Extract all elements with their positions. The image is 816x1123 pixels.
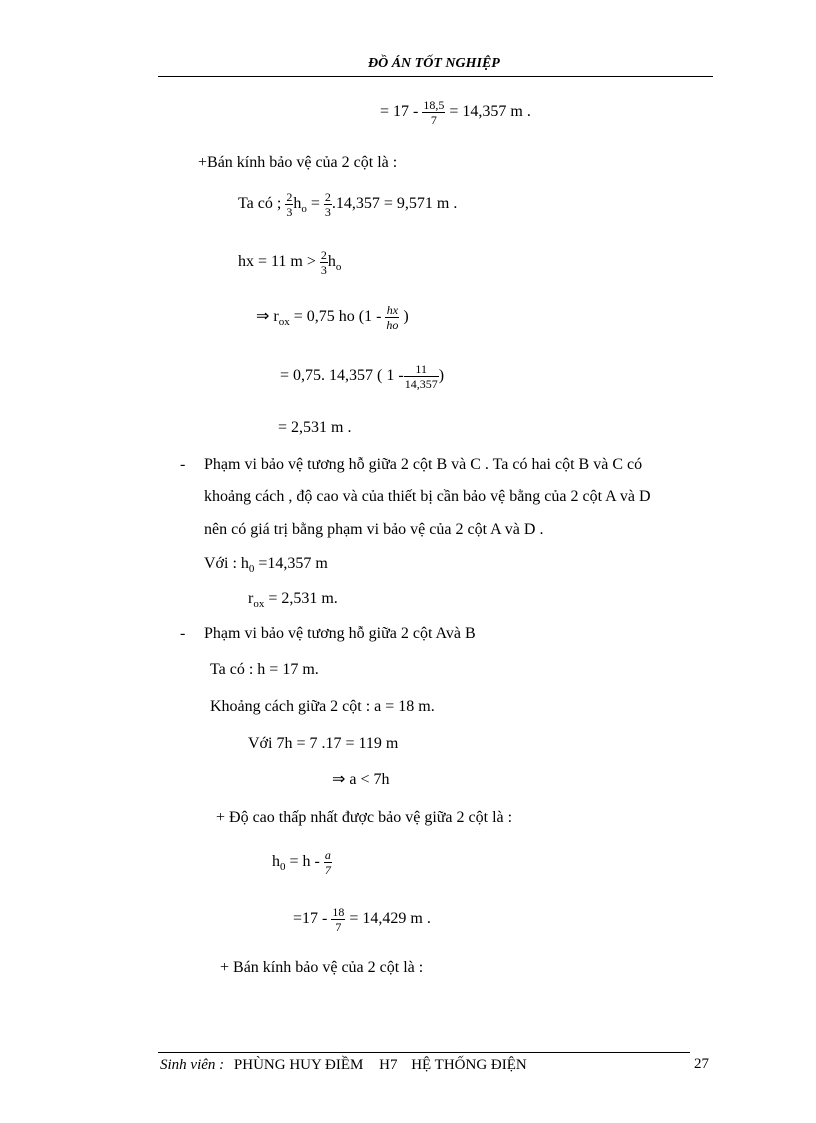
subscript: 0	[248, 563, 255, 575]
b1l5-post: = 2,531 m.	[264, 590, 338, 607]
fraction-denominator: 3	[324, 205, 331, 219]
b1l4-post: =14,357 m	[254, 555, 328, 572]
bullet-2-line-6: + Độ cao thấp nhất được bảo vệ giữa 2 cột là :	[216, 809, 513, 826]
fraction-numerator: 18,5	[423, 98, 445, 112]
fraction	[422, 98, 445, 127]
bullet-2-line-3: Khoảng cách giữa 2 cột : a = 18 m.	[210, 698, 435, 715]
header-rule	[158, 76, 713, 77]
eq4-pre: hx = 11 m >	[238, 253, 320, 271]
fraction-denominator: 7	[324, 863, 331, 877]
eq3-pre: Ta có ;	[238, 195, 286, 213]
subscript: ox	[253, 598, 265, 610]
subscript: 0	[280, 861, 286, 874]
equation-line-3	[238, 190, 457, 219]
bullet-2-line-8	[293, 905, 431, 934]
bullet-2-line-5: ⇒ a < 7h	[332, 771, 390, 788]
eq5-mid: = 0,75 ho (1 -	[289, 308, 386, 326]
eq6-post: )	[438, 367, 445, 385]
b1l5-r: r	[248, 590, 254, 607]
bullet-dash: -	[180, 456, 186, 473]
footer-department: HỆ THỐNG ĐIỆN	[411, 1057, 527, 1073]
eq4-h: h	[327, 253, 336, 271]
eq5-r: r	[273, 308, 279, 326]
fraction	[285, 190, 293, 219]
eq1-pre: = 17 -	[380, 103, 423, 121]
subscript: ox	[278, 316, 290, 329]
bullet-2-line-1: Phạm vi bảo vệ tương hỗ giữa 2 cột Avà B	[204, 625, 476, 642]
fraction	[324, 848, 332, 877]
equation-line-6	[280, 362, 444, 391]
implies-arrow: ⇒	[256, 308, 274, 326]
section-heading-radius: +Bán kính bảo vệ của 2 cột là :	[198, 154, 398, 171]
footer-class: H7	[379, 1057, 398, 1073]
fraction	[385, 303, 399, 332]
fraction-numerator: 11	[404, 362, 439, 377]
equation-line-5	[256, 303, 409, 332]
bullet-dash: -	[180, 625, 186, 642]
eq3-h: h	[293, 195, 302, 213]
eq3-post: .14,357 = 9,571 m .	[331, 195, 458, 213]
fraction	[324, 190, 332, 219]
footer	[160, 1058, 527, 1073]
bullet-2-line-7	[272, 848, 332, 877]
footer-student-name: PHÙNG HUY ĐIỀM	[233, 1057, 364, 1073]
footer-label: Sinh viên :	[160, 1057, 225, 1073]
equation-line-1	[380, 98, 531, 127]
b1l4-pre: Với : h	[204, 555, 249, 572]
eq6-pre: = 0,75. 14,357 ( 1 -	[280, 367, 404, 385]
fraction-denominator: 7	[430, 113, 437, 127]
subscript: o	[335, 261, 342, 274]
b2l8-pre: =17 -	[293, 910, 332, 928]
bullet-2-line-4: Với 7h = 7 .17 = 119 m	[248, 735, 399, 752]
b2l7-h: h	[272, 853, 280, 871]
b2l7-pre: = h -	[285, 853, 324, 871]
equation-line-7: = 2,531 m .	[278, 419, 352, 436]
fraction	[404, 362, 439, 391]
bullet-1-line-4	[204, 556, 328, 575]
eq1-post: = 14,357 m .	[445, 103, 531, 121]
b2l8-post: = 14,429 m .	[345, 910, 431, 928]
bullet-1-line-1: Phạm vi bảo vệ tương hỗ giữa 2 cột B và C . Ta có hai cột B và C có	[204, 456, 643, 473]
eq3-mid: =	[306, 195, 324, 213]
bullet-2-line-9: + Bán kính bảo vệ của 2 cột là :	[220, 959, 424, 976]
fraction-denominator: 14,357	[404, 377, 438, 391]
fraction-numerator: hx	[386, 303, 399, 317]
fraction-denominator: ho	[386, 318, 399, 332]
fraction-numerator: 2	[320, 248, 327, 262]
bullet-1-line-2: khoảng cách , độ cao và của thiết bị cần bảo vệ bằng của 2 cột A và D	[204, 488, 651, 505]
bullet-1-line-3: nên có giá trị bằng phạm vi bảo vệ của 2 cột A và D .	[204, 521, 544, 538]
fraction	[320, 248, 328, 277]
eq5-post: )	[399, 308, 409, 326]
fraction-denominator: 3	[320, 263, 327, 277]
fraction-numerator: 2	[286, 190, 293, 204]
footer-rule	[158, 1052, 690, 1053]
subscript: o	[301, 203, 307, 216]
bullet-1-line-5	[248, 591, 338, 610]
fraction-denominator: 3	[286, 205, 293, 219]
fraction	[331, 905, 345, 934]
bullet-2-line-2: Ta có : h = 17 m.	[210, 661, 319, 678]
equation-line-4	[238, 248, 341, 277]
fraction-numerator: 2	[324, 190, 331, 204]
header-title: ĐỒ ÁN TỐT NGHIỆP	[368, 56, 500, 71]
fraction-numerator: 18	[332, 905, 345, 919]
page-number: 27	[694, 1056, 709, 1072]
fraction-numerator: a	[324, 848, 331, 862]
fraction-denominator: 7	[335, 920, 342, 934]
